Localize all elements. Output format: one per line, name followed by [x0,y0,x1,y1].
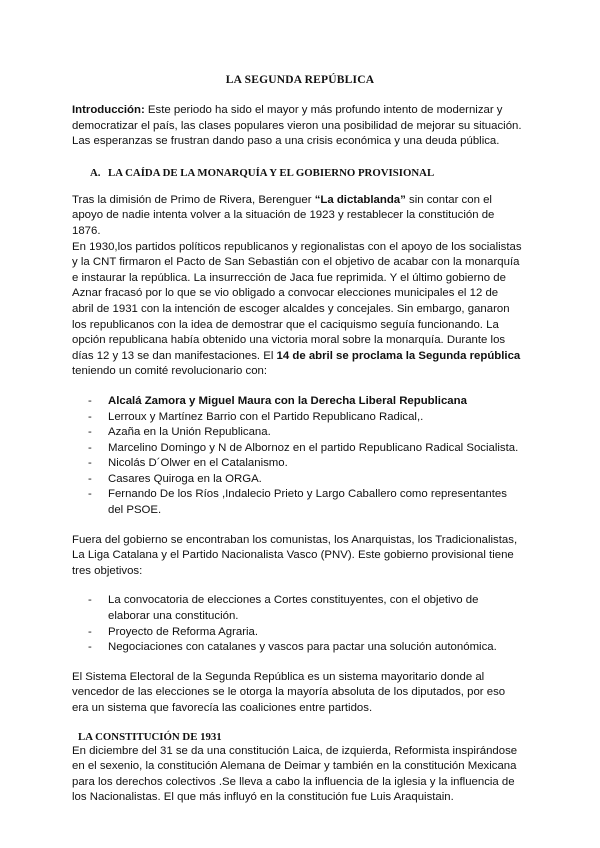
list-item [88,625,522,641]
document-title: LA SEGUNDA REPÚBLICA [225,74,375,86]
intro-text: Este periodo ha sido el mayor y más profundo intento de modernizar y democratizar el país, las clases populares vieron una posibilidad de mejorar su situación. Las esperanzas se frustran dando paso a una crisis económica y una deuda pública. [72,104,522,148]
intro-paragraph [72,103,522,150]
dash-marker: - [88,441,92,454]
dash-marker: - [88,641,92,654]
dash-marker: - [88,594,92,607]
paragraph-text: Tras la dimisión de Primo de Rivera, Berenguer [72,193,315,206]
list-item-text: Marcelino Domingo y N de Albornoz en el partido Republicano Radical Socialista. [108,441,519,454]
committee-list [88,394,522,519]
section-b-heading: LA CONSTITUCIÓN DE 1931 [78,730,222,743]
list-item-text: Azaña en la Unión Republicana. [108,426,271,439]
dash-marker: - [88,410,92,423]
paragraph-text: sin contar con el apoyo de nadie intenta volver a la situación de 1923 y restablecer la constitución de 1876. [72,193,495,237]
dash-marker: - [88,488,92,501]
list-item [88,472,522,488]
list-item-text: Negociaciones con catalanes y vascos para pactar una solución autonómica. [108,641,497,654]
paragraph-constitution: En diciembre del 31 se da una constitución Laica, de izquierda, Reformista inspirándose en el sexenio, la constitución Alemana de Deimar y también en la constitución Mexicana para los derechos colectivos .Se lleva a cabo la influencia de la iglesia y la influencia de los Nacionalistas. El que más influyó en la constitución fue Luis Araquistain. [72,744,518,804]
section-a-heading [90,167,522,179]
section-a-letter: A. [90,166,101,179]
list-item [88,425,522,441]
intro-label: Introducción: [72,104,145,116]
list-item [88,394,522,410]
section-a-title: LA CAÍDA DE LA MONARQUÍA Y EL GOBIERNO PROVISIONAL [108,166,435,179]
paragraph-electoral-system: El Sistema Electoral de la Segunda República es un sistema mayoritario donde al vencedor de las elecciones se le otorga la mayoría absoluta de los diputados, por eso era un sistema que favorecía las coaliciones entre partidos. [72,670,506,714]
list-item-text: La convocatoria de elecciones a Cortes constituyentes, con el objetivo de elaborar una constitución. [108,594,479,623]
list-item [88,441,522,457]
paragraph-text: En 1930,los partidos políticos republicanos y regionalistas con el apoyo de los socialistas y la CNT firmaron el Pacto de San Sebastián con el objetivo de acabar con la monarquía e instaurar la república. La insurrección de Jaca fue reprimida. Y el último gobierno de Aznar fracasó por lo que se vio obligado a convocar elecciones municipales el 12 de abril de 1931 con la intención de escoger alcaldes y concejales. Sin embargo, ganaron los republicanos con la idea de demostrar que el caciquismo seguía funcionando. La opción republicana había obtenido una victoria moral sobre la monarquía. Durante los días 12 y 13 se dan manifestaciones. El [72,240,522,362]
dash-marker: - [88,457,92,470]
proclamation-bold: 14 de abril se proclama la Segunda república [276,349,521,362]
list-item-text: Alcalá Zamora y Miguel Maura con la Derecha Liberal Republicana [108,394,467,407]
paragraph-pacto [72,240,522,380]
paragraph-berenguer [72,193,522,240]
paragraph-text: teniendo un comité revolucionario con: [72,365,268,378]
dash-marker: - [88,472,92,485]
dash-marker: - [88,394,92,407]
list-item-text: Fernando De los Ríos ,Indalecio Prieto y Largo Caballero como representantes del PSOE. [108,488,507,517]
list-item-text: Nicolás D´Olwer en el Catalanismo. [108,457,288,470]
list-item [88,593,522,624]
dictablanda-bold: “La dictablanda” [314,193,406,206]
list-item [88,410,522,426]
list-item [88,640,522,656]
dash-marker: - [88,426,92,439]
paragraph-opposition: Fuera del gobierno se encontraban los comunistas, los Anarquistas, los Tradicionalistas, La Liga Catalana y el Partido Nacionalista Vasco (PNV). Este gobierno provisional tiene tres objetivos: [72,533,518,577]
list-item [88,487,522,518]
dash-marker: - [88,625,92,638]
list-item [88,456,522,472]
objectives-list [88,593,522,655]
list-item-text: Proyecto de Reforma Agraria. [108,625,259,638]
list-item-text: Casares Quiroga en la ORGA. [108,472,262,485]
list-item-text: Lerroux y Martínez Barrio con el Partido Republicano Radical,. [108,410,424,423]
